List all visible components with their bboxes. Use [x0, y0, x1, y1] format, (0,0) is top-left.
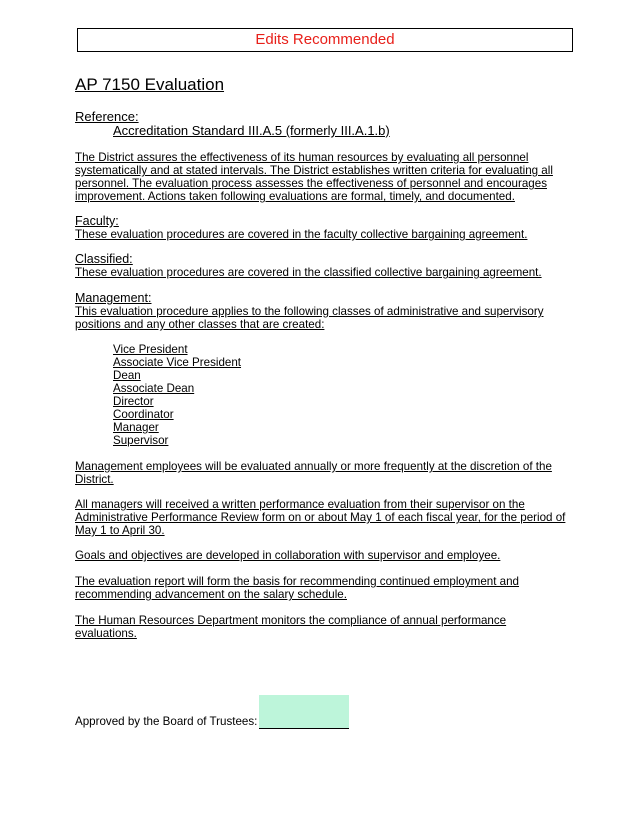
classified-section — [75, 253, 575, 279]
intro-line: improvement. Actions taken following evaluations are formal, timely, and documented. — [75, 190, 515, 203]
edits-recommended-banner: Edits Recommended — [77, 28, 573, 52]
goals-paragraph — [75, 549, 575, 562]
management-line: This evaluation procedure applies to the following classes of administrative and supervisory — [75, 305, 544, 318]
intro-line: The District assures the effectiveness of its human resources by evaluating all personnel — [75, 151, 529, 164]
paragraph-line: Administrative Performance Review form on or about May 1 of each fiscal year, for the period of — [75, 511, 566, 524]
management-label: Management: — [75, 291, 152, 305]
intro-line: systematically and at stated intervals. The District establishes written criteria for evaluating all — [75, 164, 553, 177]
management-classes-list — [113, 343, 241, 447]
evaluation-report-paragraph — [75, 575, 575, 601]
paragraph-line: The Human Resources Department monitors the compliance of annual performance — [75, 614, 507, 627]
classified-label: Classified: — [75, 252, 133, 266]
list-item: Supervisor — [113, 434, 169, 447]
list-item: Dean — [113, 369, 141, 382]
hr-compliance-paragraph — [75, 614, 575, 640]
approval-label: Approved by the Board of Trustees: — [75, 715, 258, 728]
page-title: AP 7150 Evaluation — [75, 75, 225, 94]
intro-line: personnel. The evaluation process assesses the effectiveness of personnel and encourages — [75, 177, 547, 190]
reference-value: Accreditation Standard III.A.5 (formerly III.A.1.b) — [113, 123, 390, 138]
faculty-text: These evaluation procedures are covered in the faculty collective bargaining agreement. — [75, 228, 528, 241]
paragraph-line: All managers will received a written performance evaluation from their supervisor on the — [75, 498, 525, 511]
list-item: Director — [113, 395, 154, 408]
paragraph-line: The evaluation report will form the basis for recommending continued employment and — [75, 575, 520, 588]
signature-line[interactable] — [259, 715, 349, 729]
list-item: Associate Dean — [113, 382, 195, 395]
management-section — [75, 292, 575, 331]
paragraph-line: May 1 to April 30. — [75, 524, 165, 537]
classified-text: These evaluation procedures are covered in the classified collective bargaining agreement. — [75, 266, 542, 279]
management-line: positions and any other classes that are created: — [75, 318, 325, 331]
paragraph-line: recommending advancement on the salary schedule. — [75, 588, 347, 601]
paragraph-line: District. — [75, 473, 114, 486]
list-item: Vice President — [113, 343, 188, 356]
list-item: Associate Vice President — [113, 356, 242, 369]
list-item: Coordinator — [113, 408, 174, 421]
faculty-section — [75, 215, 575, 241]
list-item: Manager — [113, 421, 159, 434]
written-evaluation-paragraph — [75, 498, 575, 537]
reference-label: Reference: — [75, 109, 139, 124]
paragraph-line: Management employees will be evaluated annually or more frequently at the discretion of the — [75, 460, 552, 473]
paragraph-line: Goals and objectives are developed in collaboration with supervisor and employee. — [75, 549, 501, 562]
faculty-label: Faculty: — [75, 214, 119, 228]
evaluation-frequency-paragraph — [75, 460, 575, 486]
paragraph-line: evaluations. — [75, 627, 137, 640]
intro-paragraph — [75, 151, 575, 203]
